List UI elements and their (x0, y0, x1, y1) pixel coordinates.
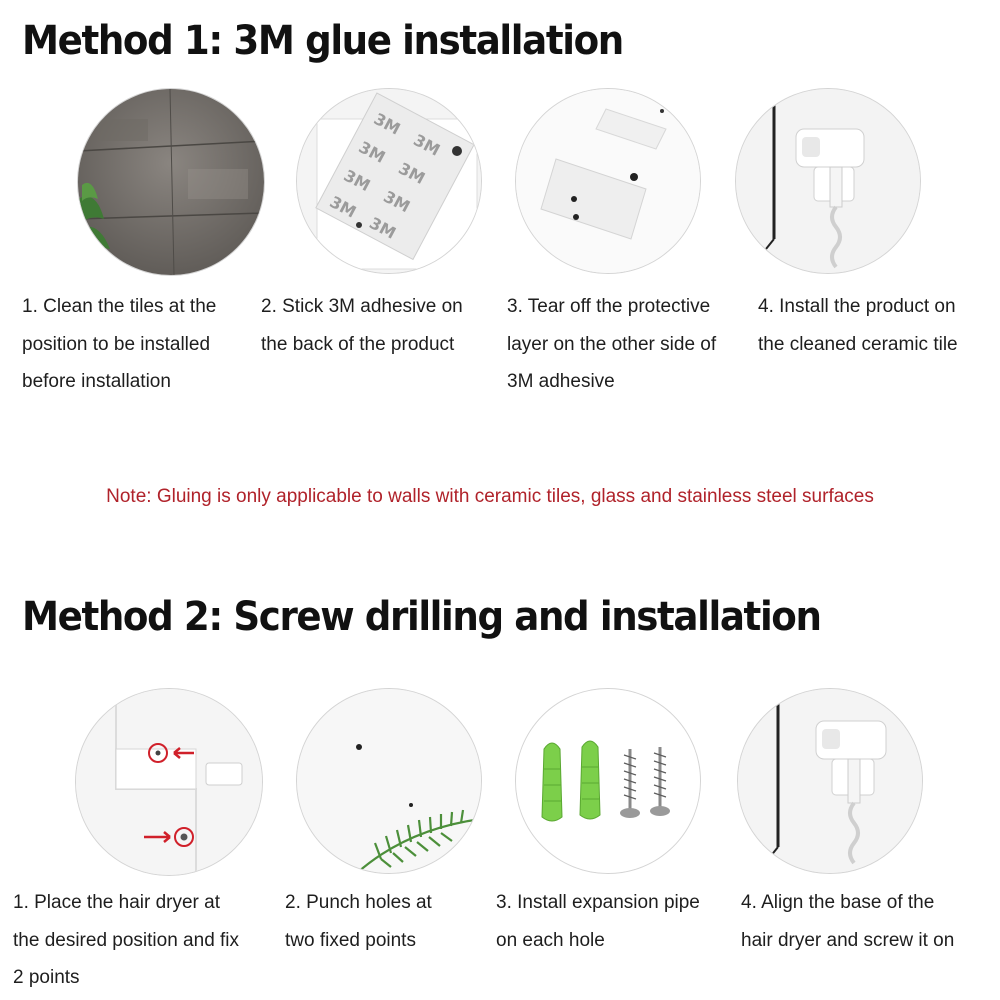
method2-step3-caption: 3. Install expansion pipe on each hole (496, 892, 700, 951)
step1-mark-points-image (75, 688, 263, 876)
method2-step2-caption: 2. Punch holes at two fixed points (285, 892, 432, 951)
gluing-note: Note: Gluing is only applicable to walls with ceramic tiles, glass and stainless steel surfaces (106, 486, 874, 507)
step3-protective-layer-image (515, 88, 701, 274)
step2-adhesive-image (296, 88, 482, 274)
svg-text:3M: 3M (340, 165, 374, 196)
svg-text:3M: 3M (410, 130, 444, 160)
method1-step1-caption: 1. Clean the tiles at the position to be installed before installation (22, 296, 217, 392)
method2-step4-caption: 4. Align the base of the hair dryer and screw it on (741, 892, 955, 951)
svg-text:3M: 3M (395, 158, 429, 189)
step4-installed-dryer-image (735, 88, 921, 274)
step3-anchors-screws-image (515, 688, 701, 874)
svg-text:3M: 3M (366, 213, 400, 243)
step2-punched-holes-image (296, 688, 482, 874)
method1-step2-caption: 2. Stick 3M adhesive on the back of the product (261, 296, 463, 355)
method1-step4-caption: 4. Install the product on the cleaned ceramic tile (758, 296, 958, 355)
method1-step3-caption: 3. Tear off the protective layer on the other side of 3M adhesive (507, 296, 717, 392)
svg-text:3M: 3M (326, 192, 360, 222)
svg-text:3M: 3M (355, 137, 389, 167)
step4-mounted-dryer-image (737, 688, 923, 874)
method2-step1-caption: 1. Place the hair dryer at the desired position and fix 2 points (13, 892, 240, 988)
method2-heading: Method 2: Screw drilling and installation (22, 594, 821, 640)
svg-text:3M: 3M (380, 186, 414, 217)
step1-tile-wall-image (77, 88, 265, 276)
svg-text:3M: 3M (370, 109, 404, 139)
method1-heading: Method 1: 3M glue installation (22, 18, 623, 64)
